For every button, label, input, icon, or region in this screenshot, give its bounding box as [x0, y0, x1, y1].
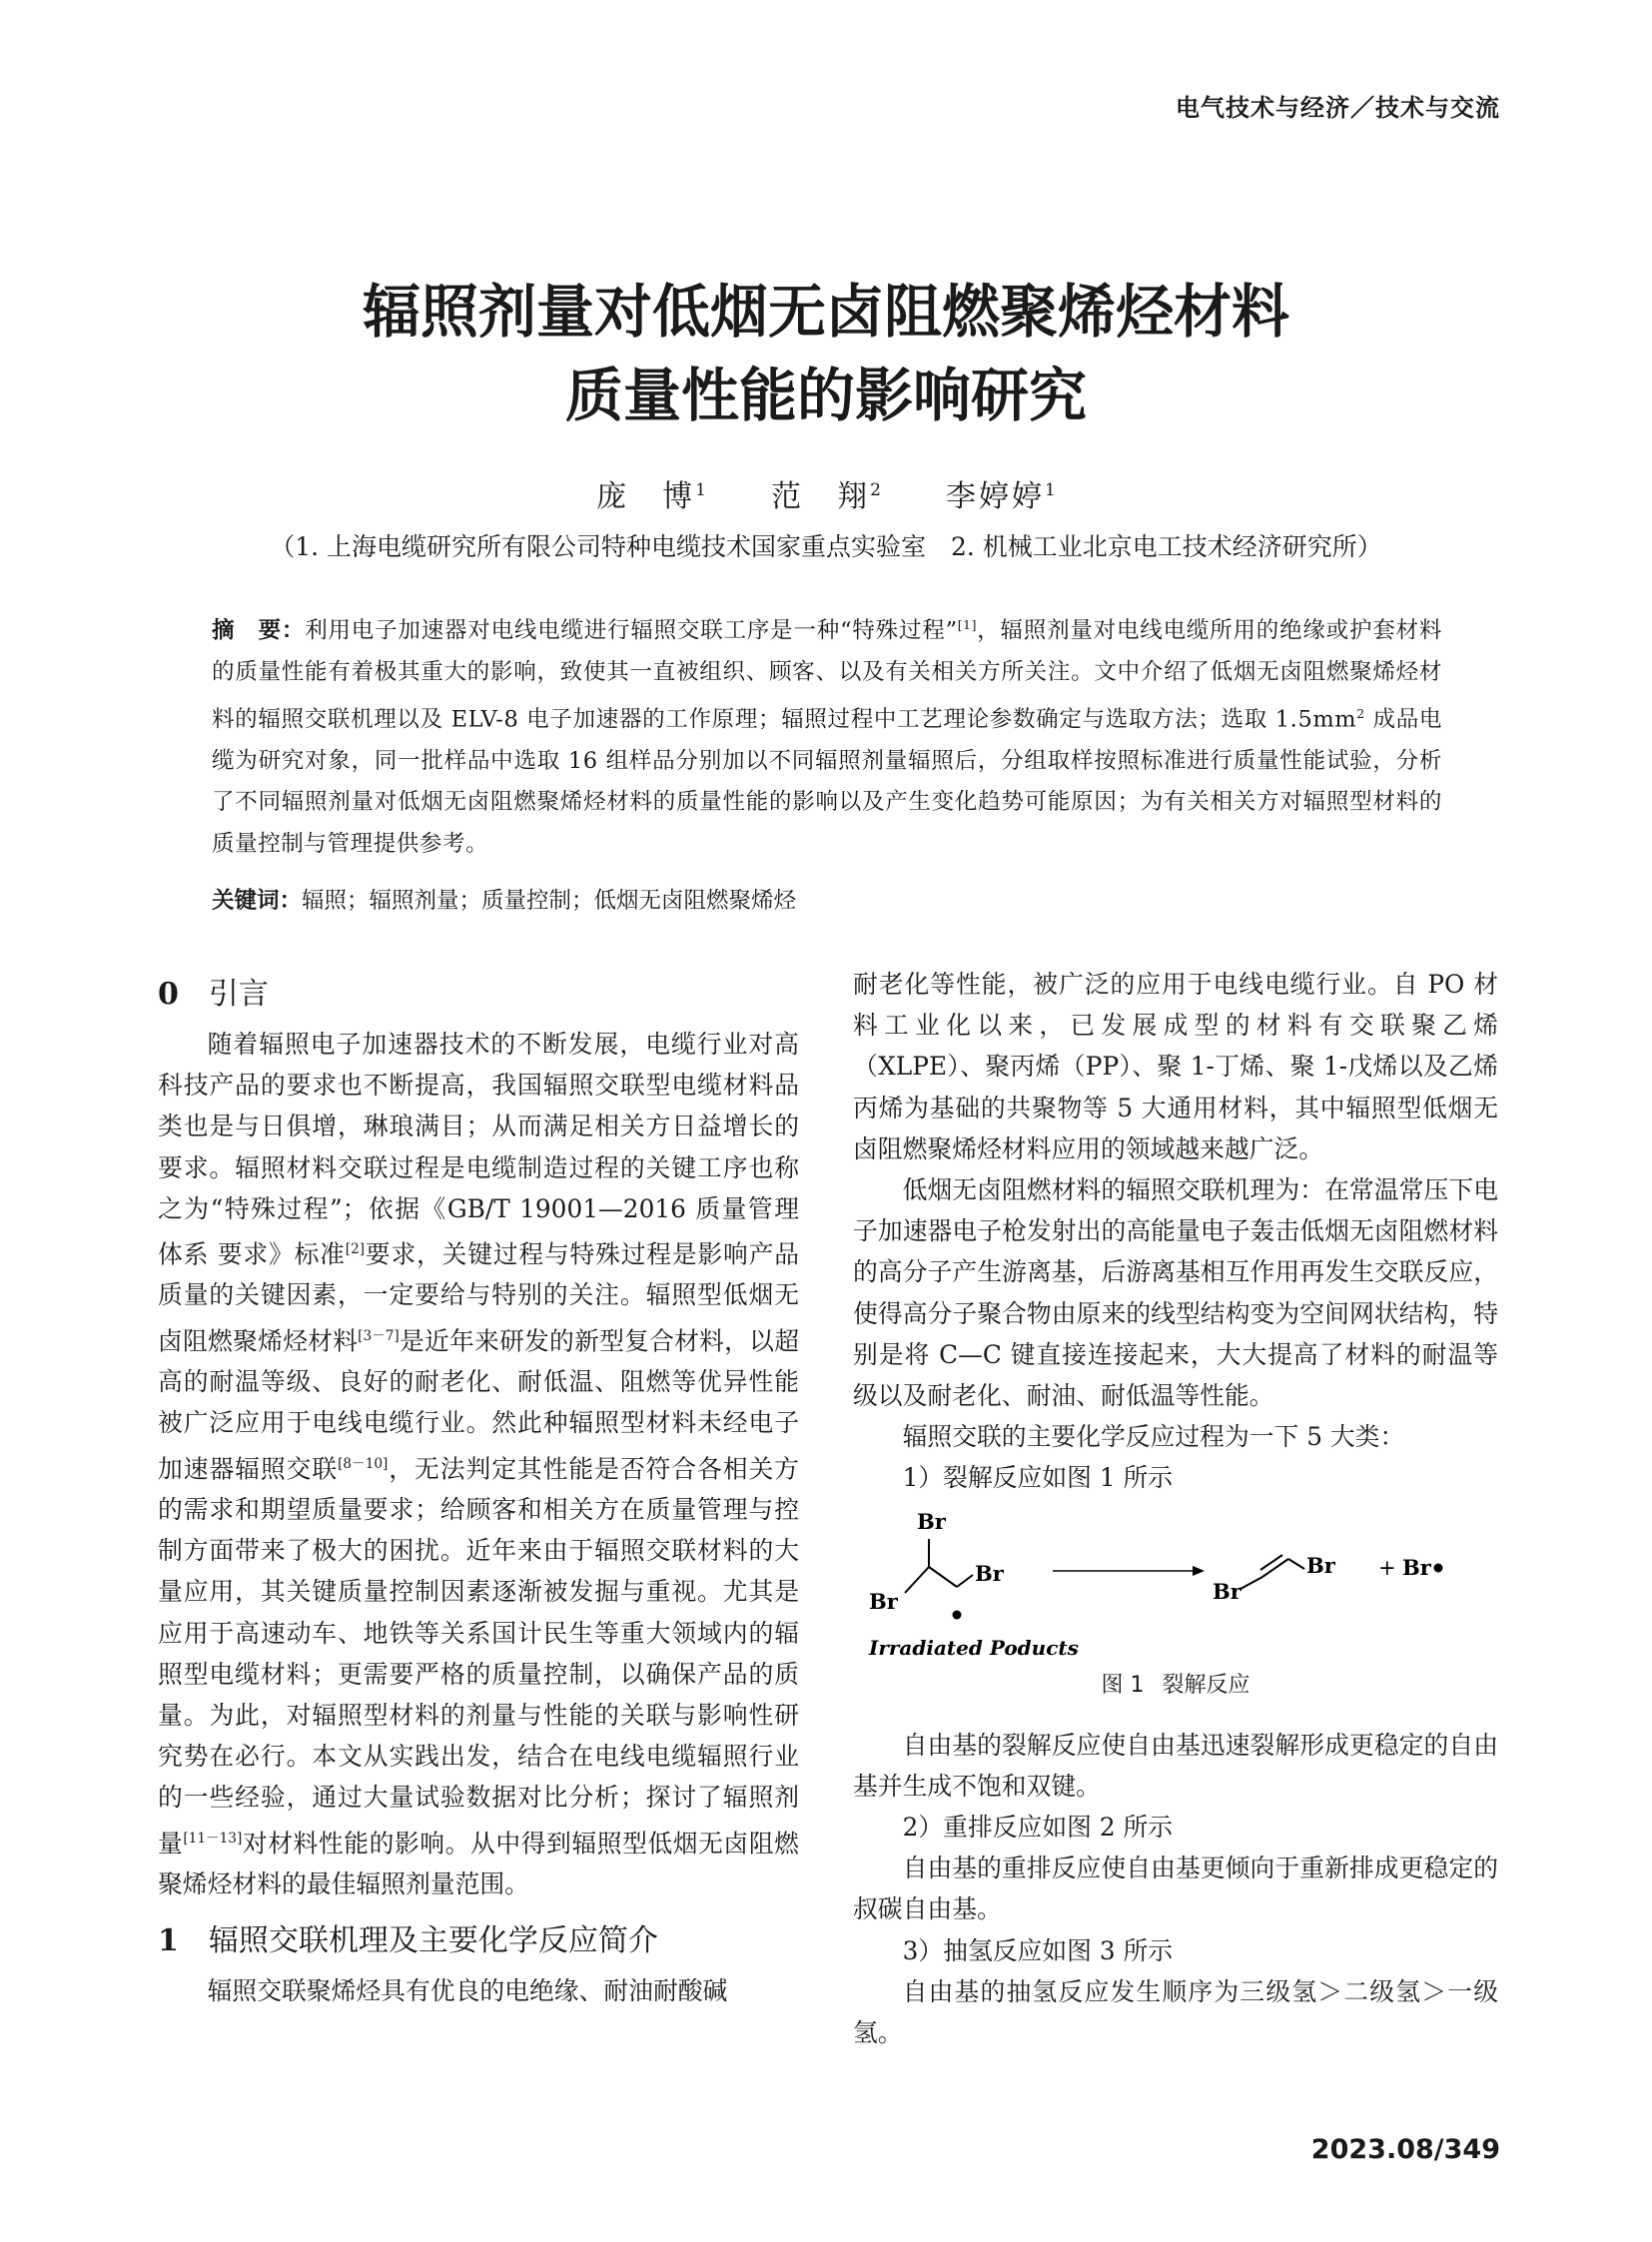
section-0-heading: 0 引言: [158, 977, 269, 1012]
intro-paragraph: 随着辐照电子加速器技术的不断发展，电缆行业对高科技产品的要求也不断提高，我国辐照交联型电缆材料品类也是与日俱增，琳琅满目；从而满足相关方日益增长的要求。辐照材料交联过程是电缆制造过程的关键工序也称之为“特殊过程”；依据《GB/T 19001—2016 质量管理体系 要求》标准[2]要求，关键过程与特殊过程是影响产品质量的关键因素，一定要给与特别的关注。辐照型低烟无卤阻燃聚烯烃材料[3－7]是近年来研发的新型复合材料，以超高的耐温等级、良好的耐老化、耐低温、阻燃等优异性能被广泛应用于电线电缆行业。然此种辐照型材料未经电子加速器辐照交联[8－10]，无法判定其性能是否符合各相关方的需求和期望质量要求；给顾客和相关方在质量管理与控制方面带来了极大的困扰。近年来由于辐照交联材料的大量应用，其关键质量控制因素逐渐被发掘与重视。尤其是应用于高速动车、地铁等关系国计民生等重大领域内的辐照型电缆材料；更需要严格的质量控制，以确保产品的质量。为此，对辐照型材料的剂量与性能的关联与影响性研究势在必行。本文从实践出发，结合在电线电缆辐照行业的一些经验，通过大量试验数据对比分析；探讨了辐照剂量[11－13]对材料性能的影响。从中得到辐照型低烟无卤阻燃聚烯烃材料的最佳辐照剂量范围。: [158, 1030, 799, 1899]
list-item: 3）抽氢反应如图 3 所示: [902, 1935, 1174, 1965]
figure-1-caption: 图 1 裂解反应: [1101, 1672, 1250, 1698]
left-column: [158, 964, 799, 2012]
right-column: [853, 964, 1498, 2053]
body-paragraph: 自由基的重排反应使自由基更倾向于重新排成更稳定的叔碳自由基。: [853, 1854, 1498, 1924]
body-paragraph: 低烟无卤阻燃材料的辐照交联机理为：在常温常压下电子加速器电子枪发射出的高能量电子轰击低烟无卤阻燃材料的高分子产生游离基，后游离基相互作用再发生交联反应，使得高分子聚合物由原来的线型结构变为空间网状结构，特别是将 C—C 键直接连接起来，大大提高了材料的耐温等级以及耐老化、耐油、耐低温等性能。: [853, 1175, 1498, 1411]
figure-inline-label: Irradiated Poducts: [869, 1635, 1079, 1660]
keywords-text: 辐照；辐照剂量；质量控制；低烟无卤阻燃聚烯烃: [302, 888, 797, 914]
title-line-1: 辐照剂量对低烟无卤阻燃聚烯烃材料: [362, 278, 1289, 346]
cracking-reaction-diagram: [853, 1503, 1498, 1663]
plus-sign: +: [1378, 1555, 1396, 1580]
running-head: 电气技术与经济／技术与交流: [1176, 94, 1500, 122]
radical-dot: [953, 1610, 962, 1619]
abstract: 摘 要：利用电子加速器对电线电缆进行辐照交联工序是一种“特殊过程”[1]，辐照剂量对电线电缆所用的绝缘或护套材料的质量性能有着极其重大的影响，致使其一直被组织、顾客、以及有关相关方所关注。文中介绍了低烟无卤阻燃聚烯烃材料的辐照交联机理以及 ELV-8 电子加速器的工作原理；辐照过程中工艺理论参数确定与选取方法；选取 $1.5mm^2$ 成品电缆为研究对象，同一批样品中选取 16 组样品分别加以不同辐照剂量辐照后，分组取样按照标准进行质量性能试验，分析了不同辐照剂量对低烟无卤阻燃聚烯烃材料的质量性能的影响以及产生变化趋势可能原因；为有关相关方对辐照型材料的质量控制与管理提供参考。: [212, 617, 1442, 857]
keywords: [212, 881, 1442, 922]
bromine-label: Br: [1306, 1552, 1335, 1578]
author-2: 范 翔$^2$: [771, 479, 881, 514]
author-1: 庞 博$^1$: [596, 479, 706, 514]
section-1-paragraph: 辐照交联聚烯烃具有优良的电绝缘、耐油耐酸碱: [207, 1976, 728, 2006]
bromine-label: Br: [1213, 1578, 1241, 1604]
section-1-heading: 1 辐照交联机理及主要化学反应简介: [158, 1923, 658, 1959]
bromine-label: Br: [869, 1588, 898, 1614]
abstract-label: 摘 要：: [212, 617, 306, 644]
bromine-label: Br: [917, 1508, 946, 1534]
bromine-label: Br: [1402, 1554, 1431, 1580]
bromine-label: Br: [975, 1560, 1004, 1586]
page-number: 2023.08/349: [1310, 2134, 1500, 2165]
affiliation: （1. 上海电缆研究所有限公司特种电缆技术国家重点实验室 2. 机械工业北京电工技术经济研究所）: [270, 532, 1382, 561]
radical-dot: [1434, 1563, 1443, 1572]
arrow-head-icon: [1193, 1566, 1205, 1576]
title-line-2: 质量性能的影响研究: [564, 362, 1087, 429]
list-item: 1）裂解反应如图 1 所示: [902, 1463, 1174, 1493]
figure-1: [853, 1503, 1498, 1663]
list-item: 2）重排反应如图 2 所示: [902, 1813, 1174, 1843]
paper-title: [0, 270, 1652, 437]
body-paragraph: 自由基的抽氢反应发生顺序为三级氢＞二级氢＞一级氢。: [853, 1976, 1498, 2048]
body-paragraph: 自由基的裂解反应使自由基迅速裂解形成更稳定的自由基并生成不饱和双键。: [853, 1730, 1498, 1801]
author-3: 李婷婷$^1$: [946, 479, 1056, 514]
body-paragraph: 辐照交联的主要化学反应过程为一下 5 大类：: [902, 1422, 1405, 1452]
body-paragraph: 耐老化等性能，被广泛的应用于电线电缆行业。自 PO 材料工业化以来，已发展成型的材料有交联聚乙烯（XLPE）、聚丙烯（PP）、聚 1-丁烯、聚 1-戊烯以及乙烯丙烯为基础的共聚物等 5 大通用材料，其中辐照型低烟无卤阻燃聚烯烃材料应用的领域越来越广泛。: [853, 970, 1498, 1163]
keywords-label: 关键词：: [212, 888, 303, 914]
author-list: [0, 471, 1652, 515]
